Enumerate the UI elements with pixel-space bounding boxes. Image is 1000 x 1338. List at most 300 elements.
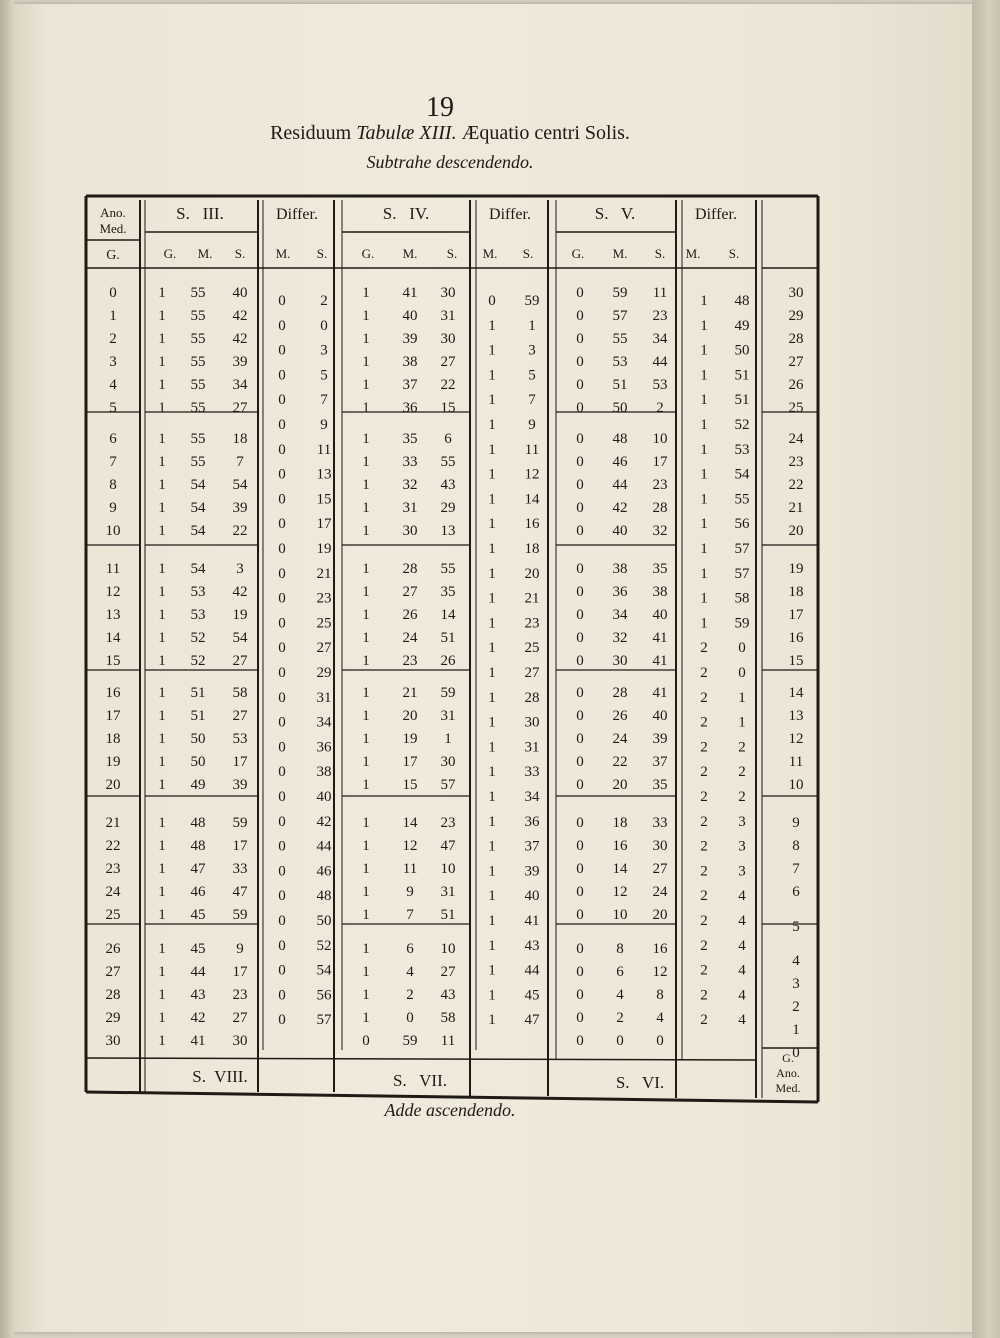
- hdr-diffIII-s: S.: [316, 246, 328, 261]
- differ-III-cell: 0: [278, 293, 286, 309]
- right-degree: 2: [792, 999, 800, 1015]
- differ-V-cell: 2: [700, 665, 708, 681]
- sign-III-cell: 22: [232, 523, 248, 539]
- sign-V-cell: 28: [612, 685, 628, 701]
- sign-V-cell: 0: [576, 584, 584, 600]
- sign-V-cell: 57: [612, 308, 628, 324]
- sign-V-cell: 55: [612, 331, 628, 347]
- right-degree: 9: [792, 815, 800, 831]
- sign-V-cell: 23: [652, 308, 668, 324]
- differ-IV-cell: 1: [488, 913, 496, 929]
- sign-V-cell: 0: [576, 500, 584, 516]
- right-degree: 29: [788, 308, 804, 324]
- sign-IV-cell: 0: [362, 1033, 370, 1049]
- right-degree: 17: [788, 607, 804, 623]
- right-degree: 15: [788, 653, 804, 669]
- sign-V-cell: 0: [576, 400, 584, 416]
- sign-V-cell: 40: [652, 708, 668, 724]
- sign-IV-cell: 1: [362, 731, 370, 747]
- differ-V-cell: 1: [700, 466, 708, 483]
- differ-III-cell: 13: [316, 466, 332, 483]
- sign-IV-cell: 38: [402, 354, 418, 370]
- differ-IV-cell: 1: [488, 838, 496, 855]
- differ-V-cell: 4: [738, 888, 746, 905]
- sign-V-cell: 0: [576, 884, 584, 900]
- differ-IV-cell: 1: [488, 888, 496, 905]
- differ-V-cell: 4: [738, 962, 746, 979]
- hdr-IV-s: S.: [446, 246, 458, 261]
- differ-IV-cell: 1: [488, 441, 496, 458]
- differ-III-cell: 29: [316, 665, 332, 681]
- differ-III-cell: 0: [278, 863, 286, 880]
- right-degree: 20: [788, 523, 804, 539]
- differ-IV-cell: 1: [488, 317, 496, 334]
- differ-V-cell: 2: [700, 888, 708, 905]
- sign-III-cell: 49: [190, 777, 206, 793]
- differ-IV-cell: 59: [524, 293, 540, 309]
- sign-V-cell: 0: [576, 838, 584, 854]
- sign-V-cell: 35: [652, 561, 668, 577]
- differ-III-cell: 0: [278, 913, 286, 929]
- differ-III-cell: 11: [316, 441, 332, 458]
- sign-V-cell: 24: [612, 731, 628, 747]
- sign-III-cell: 17: [232, 964, 248, 980]
- differ-V-cell: 58: [734, 590, 750, 607]
- differ-IV-cell: 1: [488, 714, 496, 731]
- sign-V-cell: 0: [576, 331, 584, 347]
- differ-IV-cell: 7: [528, 392, 536, 409]
- differ-IV-cell: 43: [524, 937, 540, 954]
- differ-III-cell: 0: [278, 987, 286, 1004]
- left-degree: 5: [109, 400, 117, 416]
- sign-V-cell: 30: [612, 653, 628, 669]
- differ-III-cell: 0: [278, 689, 286, 706]
- left-degree: 12: [105, 584, 121, 600]
- differ-IV-cell: 0: [488, 293, 496, 309]
- sign-V-cell: 28: [652, 500, 668, 516]
- differ-III-cell: 0: [278, 367, 286, 384]
- sign-V-cell: 0: [576, 777, 584, 793]
- differ-IV-cell: 45: [524, 987, 540, 1004]
- sign-IV-cell: 43: [440, 987, 456, 1003]
- differ-IV-cell: 34: [524, 789, 540, 805]
- sign-III-cell: 48: [190, 838, 206, 854]
- differ-IV-cell: 1: [488, 689, 496, 706]
- sign-V-cell: 16: [652, 941, 668, 957]
- differ-IV-cell: 16: [524, 516, 540, 533]
- sign-III-cell: 1: [158, 941, 166, 957]
- differ-V-cell: 1: [700, 516, 708, 533]
- sign-IV-cell: 31: [440, 884, 456, 900]
- sign-IV-cell: 30: [440, 331, 456, 347]
- sign-V-cell: 32: [612, 630, 628, 646]
- differ-IV-cell: 1: [488, 739, 496, 756]
- sign-IV-cell: 4: [406, 964, 414, 980]
- sign-IV-cell: 14: [440, 607, 456, 623]
- sign-IV-cell: 1: [362, 500, 370, 516]
- hdr-V-m: M.: [612, 246, 628, 261]
- left-degree: 30: [105, 1033, 121, 1049]
- left-degree: 27: [105, 964, 121, 980]
- sign-IV-cell: 36: [402, 400, 418, 416]
- sign-III-cell: 1: [158, 731, 166, 747]
- sign-IV-cell: 13: [440, 523, 456, 539]
- sign-III-cell: 42: [232, 308, 248, 324]
- sign-V-cell: 20: [612, 777, 628, 793]
- right-degree: 22: [788, 477, 804, 493]
- sign-III-cell: 1: [158, 431, 166, 447]
- sign-IV-cell: 35: [402, 431, 418, 447]
- differ-V-cell: 3: [738, 838, 746, 855]
- sign-III-cell: 53: [232, 731, 248, 747]
- table-body: [106, 285, 805, 1061]
- right-degree: 26: [788, 377, 804, 393]
- differ-III-cell: 46: [316, 863, 332, 880]
- sign-IV-cell: 40: [402, 308, 418, 324]
- differ-V-cell: 2: [700, 789, 708, 805]
- differ-V-cell: 2: [700, 714, 708, 731]
- differ-V-cell: 52: [734, 417, 750, 433]
- differ-III-cell: 0: [278, 962, 286, 979]
- differ-V-cell: 55: [734, 491, 750, 508]
- differ-IV-cell: 9: [528, 417, 536, 433]
- left-degree: 18: [105, 731, 121, 747]
- hdr-diffIV-m: M.: [482, 246, 498, 261]
- sign-V-cell: 0: [576, 754, 584, 770]
- sign-III-cell: 30: [232, 1033, 248, 1049]
- differ-V-cell: 2: [738, 789, 746, 805]
- sign-IV-cell: 14: [402, 815, 418, 831]
- differ-IV-cell: 27: [524, 665, 540, 681]
- differ-V-cell: 1: [700, 541, 708, 557]
- sign-III-cell: 45: [190, 941, 206, 957]
- sign-V-cell: 14: [612, 861, 628, 877]
- hdr-med: Med.: [99, 221, 127, 236]
- sign-III-cell: 17: [232, 838, 248, 854]
- sign-IV-cell: 1: [362, 941, 370, 957]
- sign-V-cell: 40: [652, 607, 668, 623]
- differ-III-cell: 27: [316, 640, 332, 657]
- sign-V-cell: 26: [612, 708, 628, 724]
- sign-IV-cell: 21: [402, 685, 418, 701]
- differ-V-cell: 2: [700, 937, 708, 954]
- differ-V-cell: 1: [700, 392, 708, 409]
- sign-IV-cell: 27: [440, 354, 456, 370]
- differ-III-cell: 15: [316, 491, 332, 508]
- left-degree: 19: [105, 754, 121, 770]
- sign-V-cell: 50: [612, 400, 628, 416]
- differ-V-cell: 54: [734, 466, 750, 483]
- sign-IV-cell: 1: [362, 523, 370, 539]
- differ-V-cell: 50: [734, 342, 750, 359]
- sign-IV-cell: 1: [362, 331, 370, 347]
- differ-V-cell: 2: [700, 838, 708, 855]
- hdr-IV-g: G.: [361, 246, 375, 261]
- sign-IV-cell: 1: [362, 354, 370, 370]
- sign-IV-cell: 58: [440, 1010, 456, 1026]
- differ-V-cell: 4: [738, 937, 746, 954]
- differ-V-cell: 2: [700, 962, 708, 979]
- hdr-diffIII-m: M.: [275, 246, 291, 261]
- title-suffix: Æquatio centri Solis.: [461, 122, 630, 144]
- differ-III-cell: 25: [316, 615, 332, 632]
- right-degree: 21: [788, 500, 804, 516]
- differ-III-cell: 21: [316, 565, 332, 582]
- sign-IV-cell: 33: [402, 454, 418, 470]
- sign-III-cell: 1: [158, 331, 166, 347]
- differ-V-cell: 4: [738, 987, 746, 1004]
- differ-IV-cell: 25: [524, 640, 540, 657]
- sign-IV-cell: 1: [362, 400, 370, 416]
- sign-III-cell: 1: [158, 884, 166, 900]
- differ-V-cell: 2: [700, 1012, 708, 1029]
- sign-V-cell: 42: [612, 500, 628, 516]
- differ-V-cell: 1: [700, 417, 708, 433]
- sign-III-cell: 45: [190, 907, 206, 923]
- sign-IV-cell: 23: [402, 653, 418, 669]
- sign-III-cell: 1: [158, 861, 166, 877]
- sign-V-cell: 37: [652, 754, 668, 770]
- sign-III-cell: 51: [190, 708, 206, 724]
- sign-V-cell: 59: [612, 285, 628, 301]
- sign-V-cell: 0: [576, 987, 584, 1003]
- left-degree: 26: [105, 941, 121, 957]
- differ-IV-cell: 1: [488, 665, 496, 681]
- sign-IV-cell: 15: [402, 777, 418, 793]
- sign-IV-cell: 1: [362, 884, 370, 900]
- sign-V-cell: 48: [612, 431, 628, 447]
- sign-IV-cell: 28: [402, 561, 418, 577]
- sign-III-cell: 46: [190, 884, 206, 900]
- hdr-diffV-m: M.: [685, 246, 701, 261]
- differ-IV-cell: 1: [528, 317, 536, 334]
- differ-IV-cell: 37: [524, 838, 540, 855]
- right-degree: 10: [788, 777, 804, 793]
- differ-III-cell: 52: [316, 937, 332, 954]
- right-degree: 27: [788, 354, 804, 370]
- differ-V-cell: 4: [738, 1012, 746, 1029]
- differ-V-cell: 2: [700, 689, 708, 706]
- sign-IV-cell: 1: [362, 454, 370, 470]
- sign-V-cell: 6: [616, 964, 624, 980]
- sign-V-cell: 41: [652, 630, 668, 646]
- sign-V-cell: 2: [616, 1010, 624, 1026]
- left-degree: 16: [105, 685, 121, 701]
- sign-III-cell: 23: [232, 987, 248, 1003]
- differ-V-cell: 53: [734, 441, 750, 458]
- sign-V-cell: 34: [652, 331, 668, 347]
- differ-III-cell: 36: [316, 739, 332, 756]
- sign-III-cell: 7: [236, 454, 244, 470]
- differ-III-cell: 0: [278, 789, 286, 805]
- sign-V-cell: 0: [576, 653, 584, 669]
- sign-V-cell: 0: [576, 964, 584, 980]
- sign-III-cell: 39: [232, 354, 248, 370]
- differ-III-cell: 0: [278, 739, 286, 756]
- sign-IV-cell: 1: [362, 1010, 370, 1026]
- differ-III-cell: 34: [316, 714, 332, 731]
- left-degree: 20: [105, 777, 121, 793]
- sign-IV-cell: 27: [402, 584, 418, 600]
- sign-IV-cell: 1: [362, 838, 370, 854]
- sign-IV-cell: 9: [406, 884, 414, 900]
- differ-IV-cell: 1: [488, 491, 496, 508]
- sign-IV-cell: 59: [440, 685, 456, 701]
- differ-III-cell: 48: [316, 888, 332, 905]
- left-degree: 17: [105, 708, 121, 724]
- title-prefix: Residuum: [270, 122, 352, 144]
- sign-IV-cell: 2: [406, 987, 414, 1003]
- differ-III-cell: 56: [316, 987, 332, 1004]
- sign-III-cell: 1: [158, 815, 166, 831]
- differ-V-cell: 3: [738, 813, 746, 830]
- sign-IV-cell: 57: [440, 777, 456, 793]
- sign-III-cell: 58: [232, 685, 248, 701]
- differ-V-cell: 57: [734, 565, 750, 582]
- differ-III-cell: 19: [316, 541, 332, 557]
- sign-III-cell: 52: [190, 630, 206, 646]
- differ-IV-cell: 44: [524, 962, 540, 979]
- left-degree: 6: [109, 431, 117, 447]
- differ-III-cell: 0: [278, 491, 286, 508]
- sign-IV-cell: 10: [440, 861, 456, 877]
- right-degree: 30: [788, 285, 804, 301]
- differ-IV-cell: 47: [524, 1012, 540, 1029]
- differ-III-cell: 44: [316, 838, 332, 855]
- sign-V-cell: 0: [656, 1033, 664, 1049]
- sign-III-cell: 3: [236, 561, 244, 577]
- differ-IV-cell: 11: [524, 441, 540, 458]
- sign-IV-cell: 55: [440, 561, 456, 577]
- sign-III-cell: 17: [232, 754, 248, 770]
- differ-III-cell: 0: [278, 342, 286, 359]
- sign-III-cell: 1: [158, 308, 166, 324]
- sign-IV-cell: 1: [362, 653, 370, 669]
- ftr-sign-VII: S. VII.: [393, 1071, 447, 1090]
- right-degree: 5: [792, 919, 800, 935]
- differ-IV-cell: 1: [488, 962, 496, 979]
- differ-III-cell: 57: [316, 1012, 332, 1029]
- sign-V-cell: 11: [652, 285, 668, 301]
- sign-IV-cell: 1: [362, 861, 370, 877]
- sign-III-cell: 1: [158, 777, 166, 793]
- differ-IV-cell: 1: [488, 516, 496, 533]
- sign-V-cell: 51: [612, 377, 628, 393]
- differ-V-cell: 2: [700, 813, 708, 830]
- right-degree: 24: [788, 431, 804, 447]
- differ-V-cell: 49: [734, 317, 750, 334]
- sign-V-cell: 10: [612, 907, 628, 923]
- sign-III-cell: 1: [158, 377, 166, 393]
- sign-III-cell: 9: [236, 941, 244, 957]
- differ-IV-cell: 1: [488, 367, 496, 384]
- sign-III-cell: 19: [232, 607, 248, 623]
- differ-III-cell: 0: [278, 565, 286, 582]
- sign-V-cell: 12: [652, 964, 668, 980]
- differ-III-cell: 0: [278, 417, 286, 433]
- sign-IV-cell: 30: [440, 754, 456, 770]
- differ-V-cell: 2: [700, 739, 708, 756]
- differ-III-cell: 50: [316, 913, 332, 929]
- right-degree: 23: [788, 454, 804, 470]
- sign-III-cell: 1: [158, 1033, 166, 1049]
- differ-V-cell: 1: [700, 590, 708, 607]
- sign-III-cell: 1: [158, 561, 166, 577]
- sign-IV-cell: 1: [362, 477, 370, 493]
- differ-IV-cell: 1: [488, 466, 496, 483]
- hdr-differ-V: Differ.: [695, 206, 737, 223]
- sign-IV-cell: 1: [362, 708, 370, 724]
- sign-III-cell: 34: [232, 377, 248, 393]
- sign-V-cell: 0: [576, 454, 584, 470]
- differ-III-cell: 23: [316, 590, 332, 607]
- sign-III-cell: 27: [232, 400, 248, 416]
- sign-IV-cell: 1: [362, 584, 370, 600]
- sign-III-cell: 1: [158, 907, 166, 923]
- sign-IV-cell: 39: [402, 331, 418, 347]
- sign-III-cell: 55: [190, 377, 206, 393]
- differ-V-cell: 51: [734, 392, 750, 409]
- sign-IV-cell: 1: [362, 377, 370, 393]
- sign-III-cell: 44: [190, 964, 206, 980]
- sign-V-cell: 8: [656, 987, 664, 1003]
- differ-III-cell: 0: [278, 615, 286, 632]
- sign-IV-cell: 1: [362, 607, 370, 623]
- sign-IV-cell: 1: [362, 907, 370, 923]
- left-degree: 15: [105, 653, 121, 669]
- left-degree: 11: [105, 561, 121, 577]
- sign-III-cell: 47: [190, 861, 206, 877]
- hdr-IV-m: M.: [402, 246, 418, 261]
- left-degree: 21: [105, 815, 121, 831]
- sign-IV-cell: 51: [440, 907, 456, 923]
- differ-III-cell: 0: [278, 590, 286, 607]
- sign-III-cell: 1: [158, 1010, 166, 1026]
- sign-V-cell: 20: [652, 907, 668, 923]
- differ-IV-cell: 21: [524, 590, 540, 607]
- differ-III-cell: 2: [320, 293, 328, 309]
- differ-III-cell: 0: [278, 714, 286, 731]
- differ-IV-cell: 1: [488, 541, 496, 557]
- hdr-diffIV-s: S.: [522, 246, 534, 261]
- differ-V-cell: 0: [738, 640, 746, 657]
- sign-III-cell: 59: [232, 907, 248, 923]
- sign-IV-cell: 32: [402, 477, 418, 493]
- sign-V-cell: 0: [616, 1033, 624, 1049]
- differ-IV-cell: 1: [488, 392, 496, 409]
- left-degree: 8: [109, 477, 117, 493]
- sign-III-cell: 27: [232, 708, 248, 724]
- right-degree: 25: [788, 400, 804, 416]
- sign-III-cell: 59: [232, 815, 248, 831]
- sign-III-cell: 41: [190, 1033, 206, 1049]
- sign-III-cell: 47: [232, 884, 248, 900]
- sign-III-cell: 55: [190, 331, 206, 347]
- hdr-ano: Ano.: [100, 205, 126, 220]
- sign-IV-cell: 29: [440, 500, 456, 516]
- table-subtitle: Subtrahe descendendo.: [366, 152, 534, 172]
- differ-IV-cell: 1: [488, 937, 496, 954]
- sign-IV-cell: 35: [440, 584, 456, 600]
- hdr-differ-III: Differ.: [276, 206, 318, 223]
- sign-III-cell: 54: [190, 500, 206, 516]
- differ-IV-cell: 1: [488, 789, 496, 805]
- hdr-diffV-s: S.: [728, 246, 740, 261]
- sign-V-cell: 44: [612, 477, 628, 493]
- sign-III-cell: 51: [190, 685, 206, 701]
- sign-III-cell: 52: [190, 653, 206, 669]
- hdr-III-s: S.: [234, 246, 246, 261]
